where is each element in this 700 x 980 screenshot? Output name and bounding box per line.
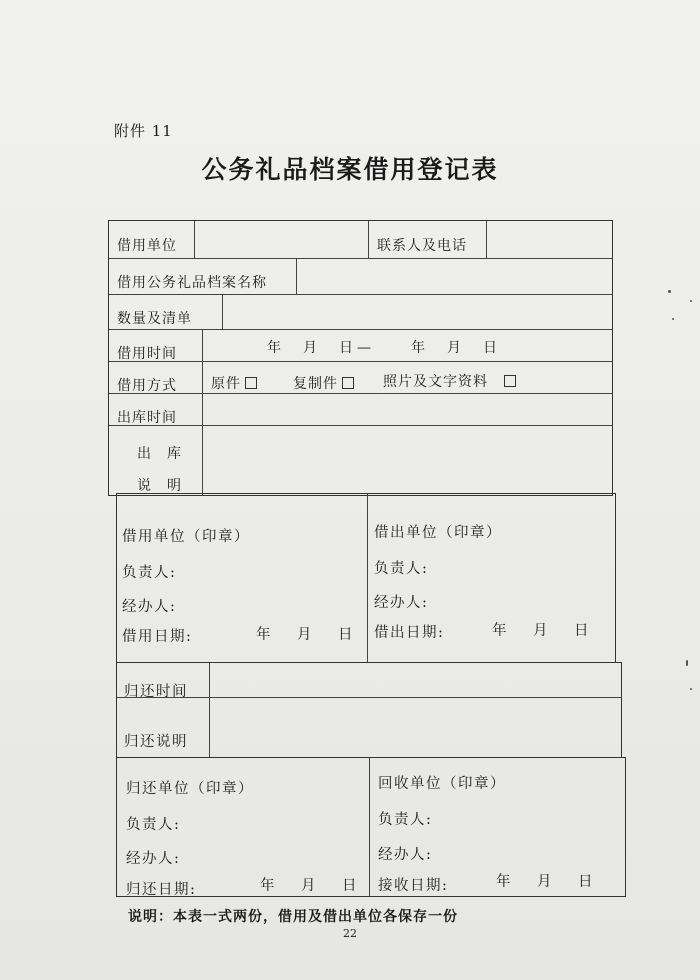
receive-date-label: 接收日期: bbox=[378, 878, 449, 894]
return-time-label: 归还时间 bbox=[124, 684, 188, 700]
lend-responsible: 负责人: bbox=[374, 561, 429, 577]
borrow-unit-label: 借用单位 bbox=[117, 238, 177, 254]
borrow-mode-label: 借用方式 bbox=[117, 378, 177, 394]
mode-copy-label: 复制件 bbox=[293, 376, 338, 392]
return-date-value[interactable]: 年 月 日 bbox=[260, 878, 363, 894]
scan-speck bbox=[668, 290, 671, 293]
mode-photo-label: 照片及文字资料 bbox=[383, 374, 488, 390]
scan-speck bbox=[690, 300, 692, 302]
row-borrow-unit bbox=[109, 221, 612, 259]
out-time-label: 出库时间 bbox=[117, 410, 177, 426]
row-borrow-time bbox=[109, 329, 612, 362]
quantity-field[interactable] bbox=[223, 294, 612, 329]
page-number: 22 bbox=[343, 927, 357, 940]
out-note-label-2: 说 明 bbox=[137, 478, 182, 494]
lend-date-value[interactable]: 年 月 日 bbox=[492, 623, 595, 639]
borrow-time-value[interactable]: 年 月 日— 年 月 日 bbox=[267, 340, 501, 356]
contact-label: 联系人及电话 bbox=[377, 238, 467, 254]
quantity-label: 数量及清单 bbox=[117, 311, 192, 327]
archive-name-field[interactable] bbox=[297, 258, 612, 294]
borrow-date-label: 借用日期: bbox=[122, 629, 193, 645]
row-archive-name bbox=[109, 258, 612, 295]
out-time-field[interactable] bbox=[203, 393, 612, 425]
row-quantity bbox=[109, 294, 612, 330]
checkbox-icon[interactable] bbox=[504, 375, 516, 387]
borrow-handler: 经办人: bbox=[122, 599, 177, 615]
footer-note: 说明：本表一式两份，借用及借出单位各保存一份 bbox=[128, 909, 458, 925]
borrow-unit-field[interactable] bbox=[195, 221, 369, 258]
mode-original-option[interactable] bbox=[211, 373, 257, 393]
return-unit-seal: 归还单位（印章） bbox=[126, 781, 254, 797]
scan-speck bbox=[690, 688, 692, 690]
borrow-responsible: 负责人: bbox=[122, 565, 177, 581]
receive-handler: 经办人: bbox=[378, 847, 433, 863]
mode-copy-option[interactable] bbox=[293, 373, 354, 393]
page-title: 公务礼品档案借用登记表 bbox=[201, 155, 499, 184]
receive-date-value[interactable]: 年 月 日 bbox=[496, 874, 599, 890]
contact-field[interactable] bbox=[487, 221, 612, 258]
return-note-label: 归还说明 bbox=[124, 734, 188, 750]
scan-speck bbox=[672, 318, 674, 320]
lend-date-label: 借出日期: bbox=[374, 625, 445, 641]
return-note-field[interactable] bbox=[210, 698, 620, 756]
borrow-info-table bbox=[108, 220, 613, 496]
row-borrow-mode bbox=[109, 361, 612, 394]
return-responsible: 负责人: bbox=[126, 817, 181, 833]
return-date-label: 归还日期: bbox=[126, 882, 197, 898]
return-handler: 经办人: bbox=[126, 851, 181, 867]
out-note-field[interactable] bbox=[203, 425, 612, 495]
column-divider bbox=[369, 758, 370, 896]
receive-unit-seal: 回收单位（印章） bbox=[378, 776, 506, 792]
checkbox-icon[interactable] bbox=[342, 377, 354, 389]
borrow-time-label: 借用时间 bbox=[117, 346, 177, 362]
row-out-note bbox=[109, 425, 612, 495]
receive-responsible: 负责人: bbox=[378, 812, 433, 828]
borrow-unit-seal: 借用单位（印章） bbox=[122, 529, 250, 545]
attachment-label: 附件 11 bbox=[114, 122, 173, 140]
mode-photo-option[interactable] bbox=[383, 371, 516, 391]
lend-handler: 经办人: bbox=[374, 595, 429, 611]
scan-speck bbox=[686, 660, 688, 666]
mode-original-label: 原件 bbox=[211, 376, 241, 392]
column-divider bbox=[367, 494, 368, 662]
return-time-field[interactable] bbox=[210, 664, 620, 696]
borrow-date-value[interactable]: 年 月 日 bbox=[256, 627, 359, 643]
out-note-label-1: 出 库 bbox=[137, 446, 182, 462]
lend-unit-seal: 借出单位（印章） bbox=[374, 525, 502, 541]
archive-name-label: 借用公务礼品档案名称 bbox=[117, 275, 267, 291]
row-out-time bbox=[109, 393, 612, 426]
checkbox-icon[interactable] bbox=[245, 377, 257, 389]
